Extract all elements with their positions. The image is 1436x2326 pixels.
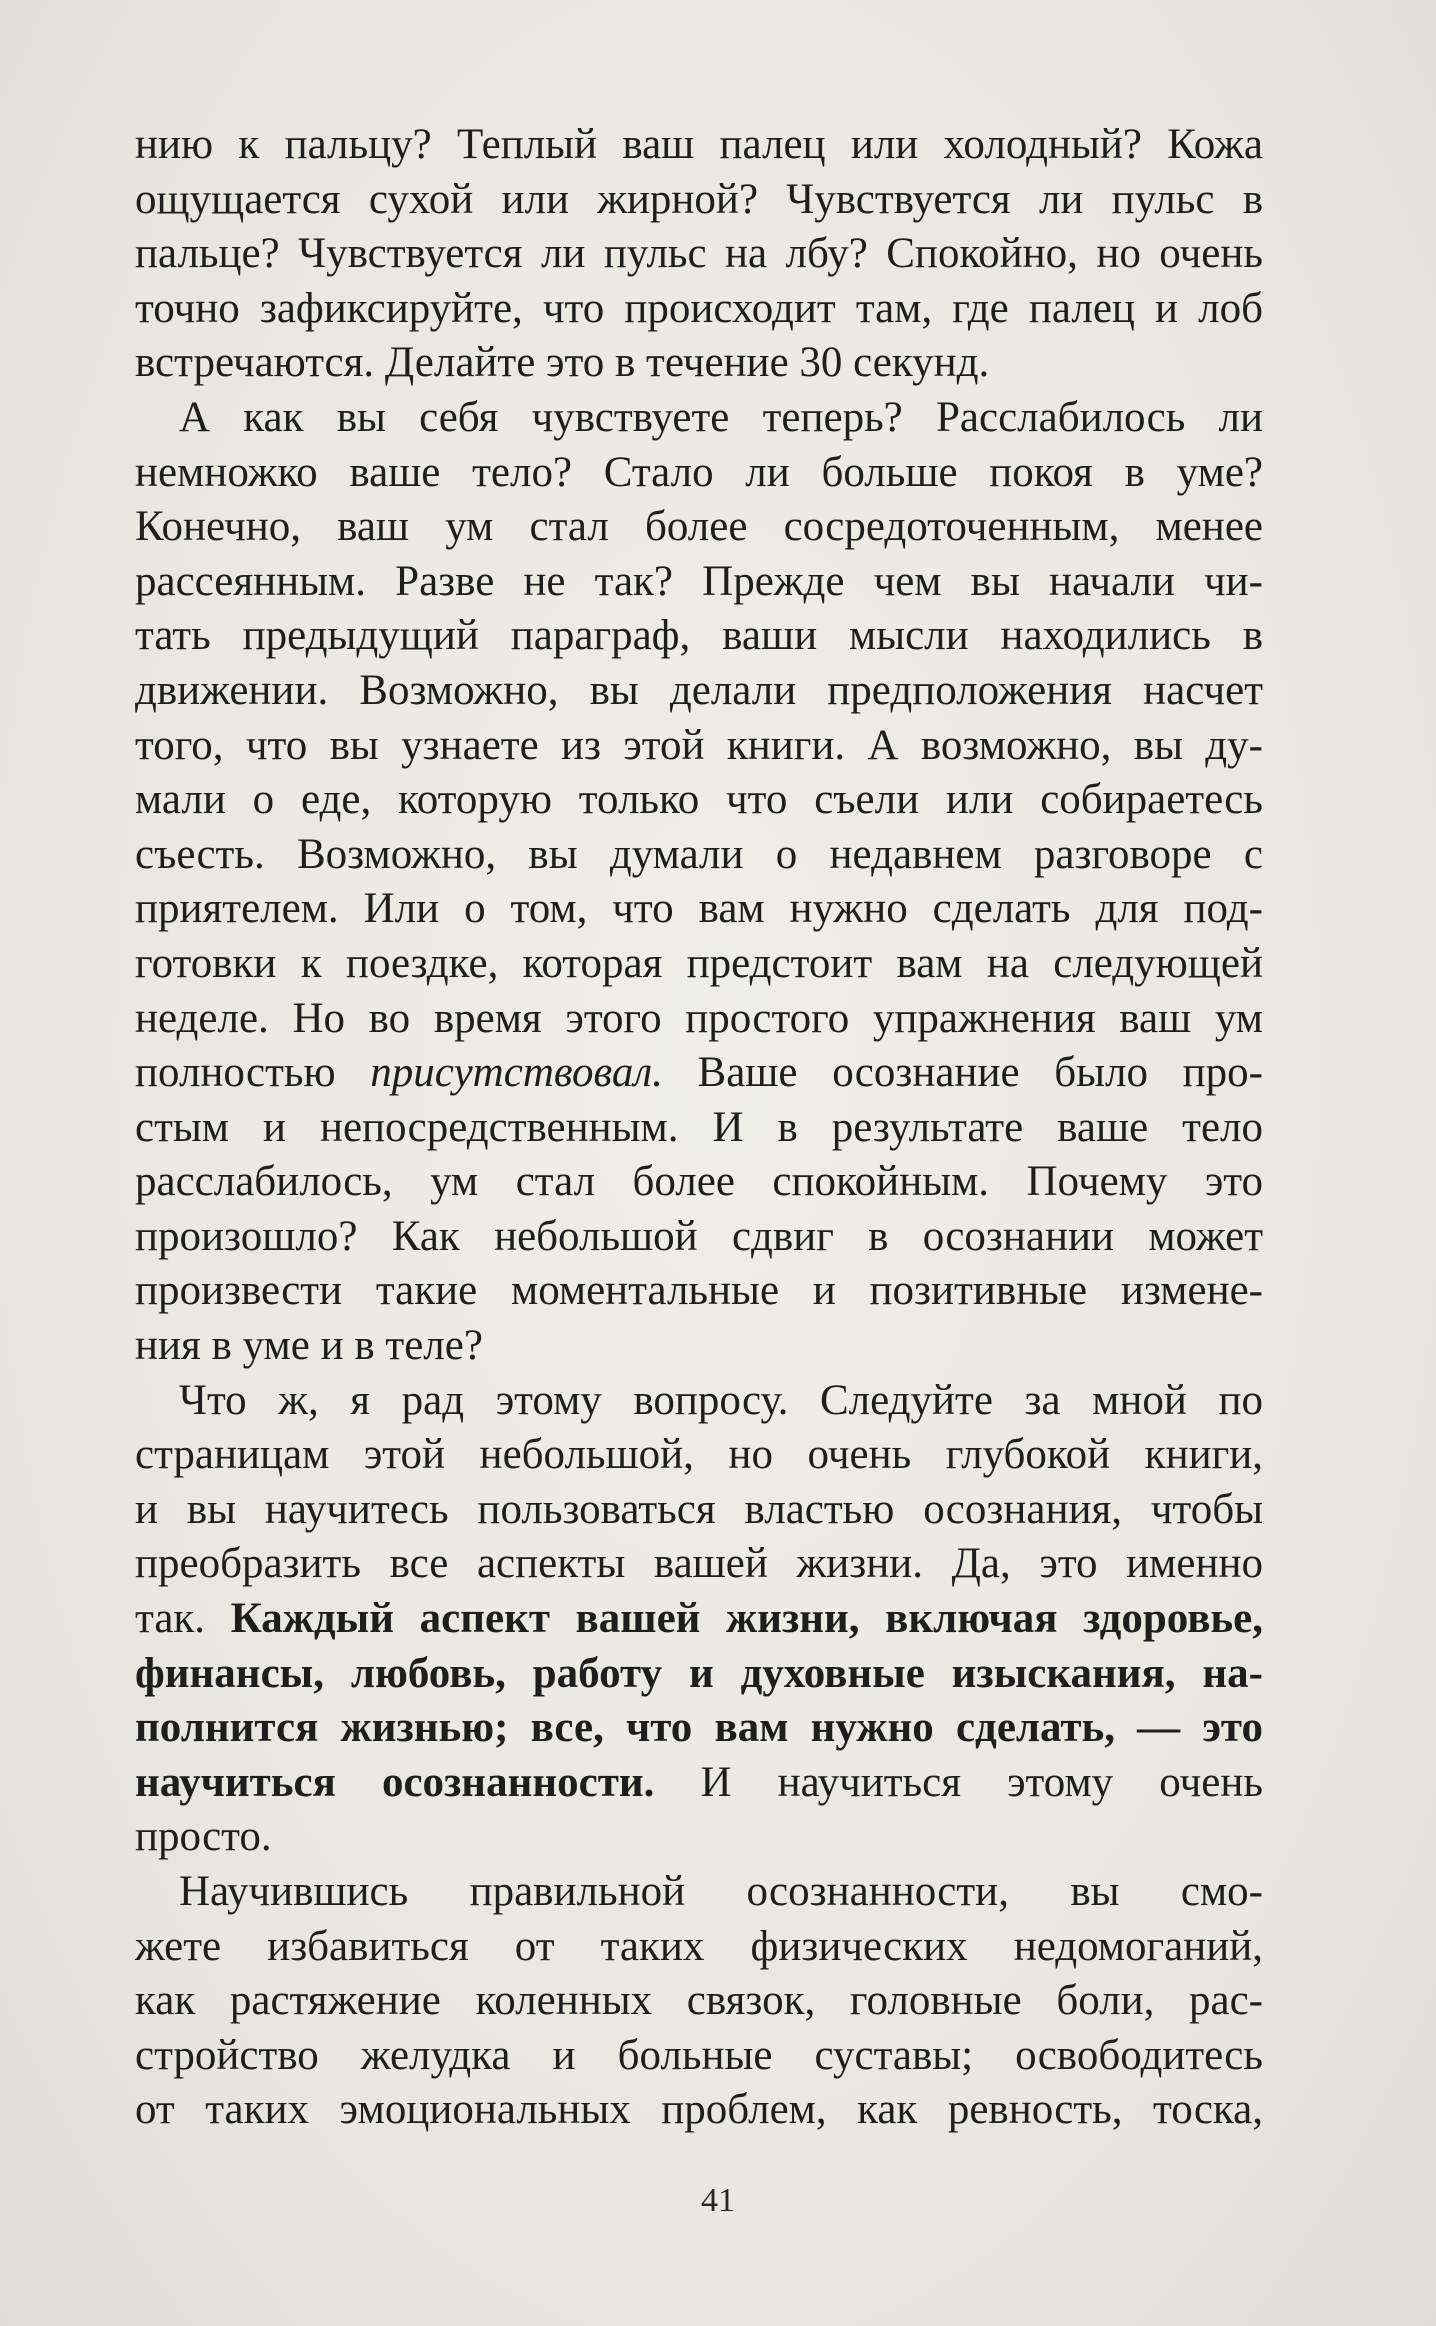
text-line: страницам этой небольшой, но очень глубокой книги, (135, 1431, 1263, 1479)
bold-emphasis: полнится жизнью; все, что вам нужно сделать, — это (135, 1704, 1263, 1752)
text-line: Научившись правильной осознанности, вы смо- (179, 1868, 1263, 1915)
text-line: произошло? Как небольшой сдвиг в осознании может (135, 1212, 1263, 1260)
text-line (135, 1701, 1263, 1756)
text-line: того, что вы узнаете из этой книги. А возможно, вы ду- (135, 721, 1263, 769)
text-line: встречаются. Делайте это в течение 30 секунд. (135, 339, 990, 387)
italic-emphasis: присутствовал. (370, 1049, 663, 1097)
text-line: произвести такие моментальные и позитивные измене- (135, 1267, 1263, 1315)
text-line: неделе. Но во время этого простого упражнения ваш ум (135, 994, 1263, 1042)
text-line: тать предыдущий параграф, ваши мысли находились в (135, 612, 1263, 660)
bold-emphasis: Каждый аспект вашей жизни, включая здоровье, (230, 1595, 1263, 1643)
text-line: рассеянным. Разве не так? Прежде чем вы начали чи- (135, 557, 1263, 605)
text-line: ния в уме и в теле? (135, 1322, 483, 1370)
text-line: съесть. Возможно, вы думали о недавнем разговоре с (135, 830, 1263, 878)
body-text (135, 118, 1263, 2138)
text-line: стым и непосредственным. И в результате ваше тело (135, 1103, 1263, 1151)
text-line: как растяжение коленных связок, головные боли, рас- (135, 1977, 1263, 2025)
text-line: пальце? Чувствуется ли пульс на лбу? Спокойно, но очень (135, 230, 1263, 278)
text-line: жете избавиться от таких физических недомоганий, (135, 1922, 1263, 1970)
text-run: Ваше осознание было про- (662, 1049, 1263, 1097)
text-line: просто. (135, 1813, 272, 1861)
text-line: нию к пальцу? Теплый ваш палец или холодный? Кожа (135, 121, 1263, 168)
text-line: немножко ваше тело? Стало ли больше покоя в уме? (135, 448, 1263, 496)
text-line: и вы научитесь пользоваться властью осознания, чтобы (135, 1485, 1263, 1533)
text-line (135, 1592, 1263, 1647)
text-line: Конечно, ваш ум стал более сосредоточенным, менее (135, 503, 1263, 551)
text-line: движении. Возможно, вы делали предположения насчет (135, 666, 1263, 714)
text-line: приятелем. Или о том, что вам нужно сделать для под- (135, 885, 1263, 933)
bold-emphasis: финансы, любовь, работу и духовные изыскания, на- (135, 1649, 1263, 1697)
page-number: 41 (701, 2182, 735, 2219)
text-line: готовки к поездке, которая предстоит вам на следующей (135, 939, 1263, 987)
text-run: полностью (135, 1049, 371, 1097)
text-line: расслабилось, ум стал более спокойным. Почему это (135, 1158, 1263, 1206)
text-line: преобразить все аспекты вашей жизни. Да, это именно (135, 1540, 1263, 1588)
text-line: точно зафиксируйте, что происходит там, где палец и лоб (135, 284, 1263, 332)
text-line: мали о еде, которую только что съели или собираетесь (135, 776, 1263, 824)
text-line: Что ж, я рад этому вопросу. Следуйте за мной по (179, 1376, 1263, 1424)
text-run: И научиться этому очень (654, 1758, 1263, 1806)
text-line (135, 1756, 1263, 1811)
text-line (135, 1647, 1263, 1702)
bold-emphasis: научиться осознанности. (135, 1758, 655, 1806)
text-line: стройство желудка и больные суставы; освободитесь (135, 2031, 1263, 2079)
text-line: ощущается сухой или жирной? Чувствуется ли пульс в (135, 175, 1263, 223)
text-run: так. (135, 1595, 231, 1643)
text-line: А как вы себя чувствуете теперь? Расслабилось ли (179, 393, 1263, 441)
text-line: от таких эмоциональных проблем, как ревность, тоска, (135, 2086, 1263, 2134)
text-line (135, 1046, 1263, 1101)
